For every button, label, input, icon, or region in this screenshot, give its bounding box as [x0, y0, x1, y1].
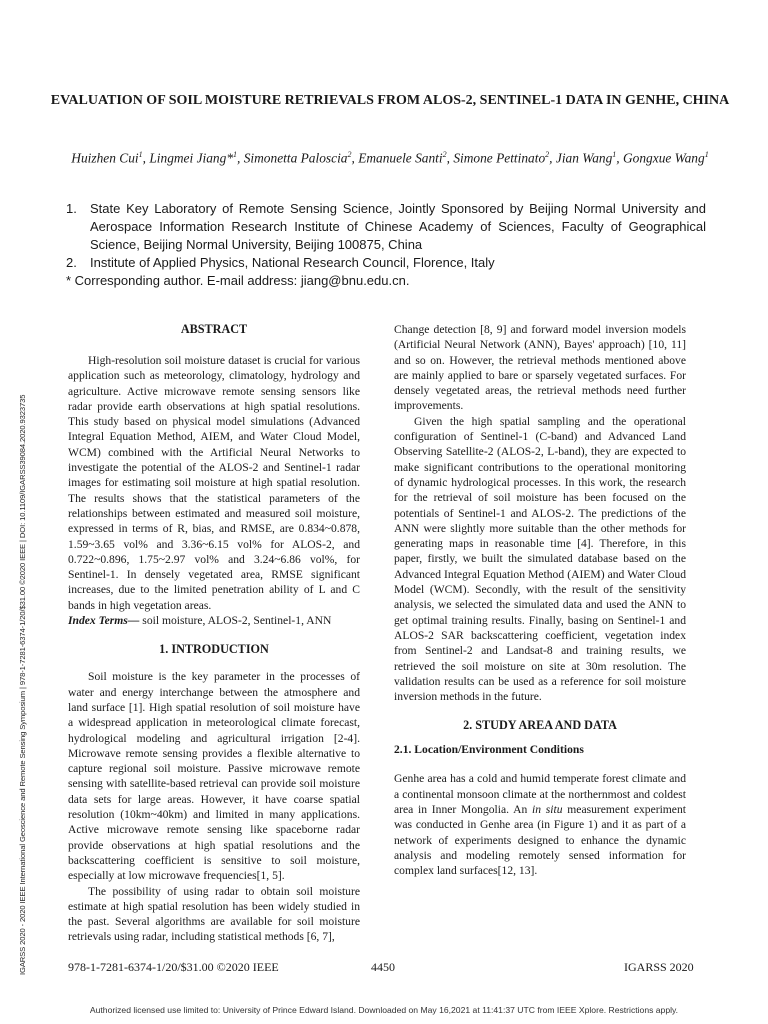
footer-conference: IGARSS 2020 [624, 960, 694, 974]
author-name: Lingmei Jiang* [149, 150, 234, 166]
author-name: Gongxue Wang [623, 150, 705, 166]
author-affiliation-marker: 1 [233, 150, 238, 159]
intro-paragraph-1: Soil moisture is the key parameter in the processes of water and energy interchange between the atmosphere and land surface [1]. High spatial resolution of soil moisture have a widespread application in meteorological climate forecast, hydrological modeling and agricultural irrigation [2-4]. Microwave remote sensing provides a flexible alternative to capture regional soil moisture. Passive microwave remote sensing with satellite-based retrieval can provide soil moisture data sets for large areas. However, it have coarse spatial resolution (10km~40km) and limited in many applications. Active microwave remote sensing like spaceborne radar provide observations at high spatial resolutions and the backscattering coefficient is sensitive to soil moisture, especially at low microwave frequencies[1, 5]. [68, 670, 360, 883]
corresponding-author: * Corresponding author. E-mail address: jiang@bnu.edu.cn. [66, 273, 410, 288]
abstract-text: High-resolution soil moisture dataset is crucial for various application such as meteorology, climatology, hydrology and agriculture. Active microwave remote sensing sensors like radar provide earth observations at high spatial resolutions. This study based on physical model simulations (Advanced Integral Equation Method, AIEM, and Water Cloud Model, WCM) combined with the Artificial Neural Networks to investigate the potential of the ALOS-2 and Sentinel-1 radar images for estimating soil moisture at high spatial resolution. The results shows that the statistical parameters of the relationships between estimated and measured soil moisture, expressed in terms of R, bias, and RMSE, are 0.834~0.878, 1.59~3.65 vol% and 3.36~6.15 vol% for ALOS-2, and 0.722~0.896, 1.75~2.97 vol% and 3.24~6.86 vol%, for Sentinel-1. In densely vegetated area, RMSE significant increases, due to the limited penetration ability of L and C bands in high vegetation areas. [68, 354, 360, 612]
subsection-2-1-heading: 2.1. Location/Environment Conditions [394, 743, 584, 757]
author-affiliation-marker: 2 [545, 150, 550, 159]
author-name: Simonetta Paloscia [243, 150, 348, 166]
index-terms-label: Index Terms— [68, 614, 140, 628]
affiliation-text: Institute of Applied Physics, National Research Council, Florence, Italy [90, 255, 495, 270]
right-paragraph-1: Change detection [8, 9] and forward model inversion models (Artificial Neural Network (ANN), Bayes' approach) [10, 11] and so on. However, the retrieval methods mentioned above are mainly applied to bare or sparsely vegetated surfaces. For densely vegetated areas, the retrieval methods need further improvements. [394, 323, 686, 413]
footer-copyright: 978-1-7281-6374-1/20/$31.00 ©2020 IEEE [68, 960, 279, 974]
sidebar-citation-text: IGARSS 2020 - 2020 IEEE International Geoscience and Remote Sensing Symposium | 978-1-7281-6374-1/20/$31.00 ©2020 IEEE | DOI: 10.1109/IGARSS39084.2020.9323735 [18, 394, 27, 975]
index-terms [68, 613, 360, 628]
affiliation-2 [66, 254, 706, 272]
affiliation-number: 1. [66, 201, 77, 216]
intro-heading: 1. INTRODUCTION [159, 642, 269, 657]
intro-paragraph-2: The possibility of using radar to obtain soil moisture estimate at high spatial resolution has been widely studied in the past. Several algorithms are available for soil moisture retrievals using radar, including statistical methods [6, 7], [68, 884, 360, 944]
footer-page-number: 4450 [371, 960, 395, 974]
paper-title: EVALUATION OF SOIL MOISTURE RETRIEVALS FROM ALOS-2, SENTINEL-1 DATA IN GENHE, CHINA [50, 93, 730, 108]
author-affiliation-marker: 2 [442, 150, 447, 159]
right-paragraph-3 [394, 771, 686, 878]
left-column [68, 322, 360, 945]
affiliation-text: State Key Laboratory of Remote Sensing Science, Jointly Sponsored by Beijing Normal University and Aerospace Information Research Institute of Chinese Academy of Sciences, Faculty of Geographical Science, Beijing Normal University, Beijing 100875, China [90, 201, 706, 252]
paragraph-text: measurement experiment was conducted in Genhe area (in Figure 1) and it as part of a network of experiments designed to enhance the dynamic analysis and modeling remotely sensed information for complex land surfaces[12, 13]. [394, 803, 686, 878]
right-paragraph-2: Given the high spatial sampling and the operational configuration of Sentinel-1 (C-band) and Advanced Land Observing Satellite-2 (ALOS-2, L-band), they are expected to make significant contributions to the operational monitoring of dynamic hydrological processes. In this work, the research for the retrieval of soil moisture has been focused on the potentials of Sentinel-1 and ALOS-2. The predictions of the ANN were slightly more suitable than the other methods for generating maps in reasonable time [4]. Therefore, in this paper, firstly, we built the simulated database based on the Advanced Integral Equation Method (AIEM) and Water Cloud Model (WCM). Secondly, with the result of the sensitivity analysis, we selected the simulated data and used the ANN to get optimal training results. Finally, basing on Sentinel-1 and ALOS-2 SAR backscattering coefficient, vegetation index from Sentinel-2 and Landsat-8 and training results, we retrieved the soil moisture on site at 30m resolution. The validation results can be used as a reference for soil moisture inversion methods in the future. [394, 414, 686, 704]
author-affiliation-marker: 1 [138, 150, 143, 159]
affiliations [66, 200, 706, 290]
author-name: Emanuele Santi [358, 150, 443, 166]
index-terms-text: soil moisture, ALOS-2, Sentinel-1, ANN [139, 614, 332, 628]
affiliation-number: 2. [66, 255, 77, 270]
right-column [394, 322, 686, 879]
author-name: Huizhen Cui [71, 150, 139, 166]
affiliation-1 [66, 200, 706, 254]
section-2-heading: 2. STUDY AREA AND DATA [463, 718, 617, 733]
author-name: Simone Pettinato [453, 150, 546, 166]
author-affiliation-marker: 1 [704, 150, 709, 159]
abstract-heading: ABSTRACT [180, 322, 248, 336]
author-affiliation-marker: 2 [347, 150, 352, 159]
author-affiliation-marker: 1 [612, 150, 617, 159]
sidebar-citation [6, 215, 27, 975]
paragraph-text: Genhe area has a cold and humid temperate forest climate and a continental monsoon climate at the northernmost and coldest area in Inner Mongolia. An [394, 772, 686, 817]
author-name: Jian Wang [555, 150, 613, 166]
license-notice: Authorized licensed use limited to: University of Prince Edward Island. Downloaded on May 16,2021 at 11:41:37 UTC from IEEE Xplore. Restrictions apply. [89, 1005, 679, 1015]
italic-term: in situ [532, 803, 563, 817]
author-list: Huizhen Cui$^1$, Lingmei Jiang*$^1$, Simonetta Paloscia$^2$, Emanuele Santi$^2$, Simone Pettinato$^2$, Jian Wang$^1$, Gongxue Wang$^1$ [71, 150, 709, 166]
